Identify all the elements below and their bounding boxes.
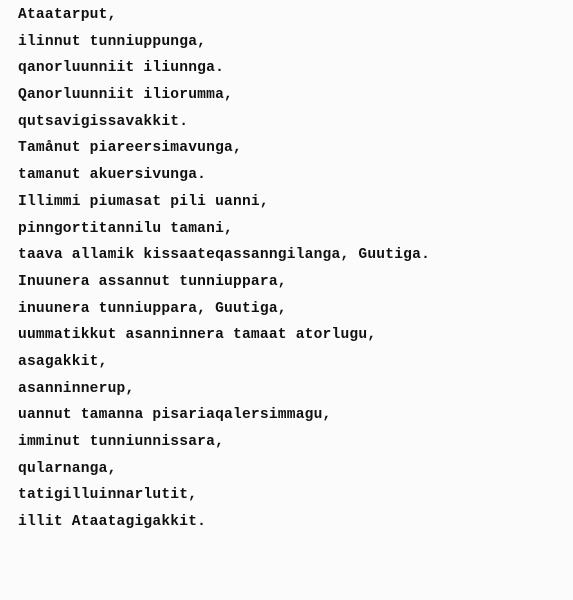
poem-line: tatigilluinnarlutit, <box>18 487 198 504</box>
poem-line: Tamånut piareersimavunga, <box>18 140 242 157</box>
poem-line: tamanut akuersivunga. <box>18 167 207 184</box>
poem-line: Ataatarput, <box>18 7 117 23</box>
poem-line: Illimmi piumasat pili uanni, <box>18 193 269 210</box>
poem-line: pinngortitannilu tamani, <box>18 220 233 237</box>
poem-text <box>18 2 430 536</box>
poem-line: illit Ataatagigakkit. <box>18 514 207 531</box>
poem-line: ilinnut tunniuppunga, <box>18 33 207 50</box>
poem-line: qutsavigissavakkit. <box>18 113 189 130</box>
poem-line: inuunera tunniuppara, Guutiga, <box>18 300 287 317</box>
poem-line: imminut tunniunnissara, <box>18 434 225 450</box>
poem-line: uannut tamanna pisariaqalersimmagu, <box>18 407 332 424</box>
poem-line: asagakkit, <box>18 353 108 370</box>
poem-line: taava allamik kissaateqassanngilanga, Guutiga. <box>18 247 431 264</box>
poem-line: Qanorluunniit iliorumma, <box>18 87 233 104</box>
poem-line: uummatikkut asanninnera tamaat atorlugu, <box>18 327 377 344</box>
poem-line: qularnanga, <box>18 460 117 477</box>
poem-line: qanorluunniit iliunnga. <box>18 60 225 77</box>
poem-line: asanninnerup, <box>18 380 135 397</box>
poem-line: Inuunera assannut tunniuppara, <box>18 273 287 290</box>
